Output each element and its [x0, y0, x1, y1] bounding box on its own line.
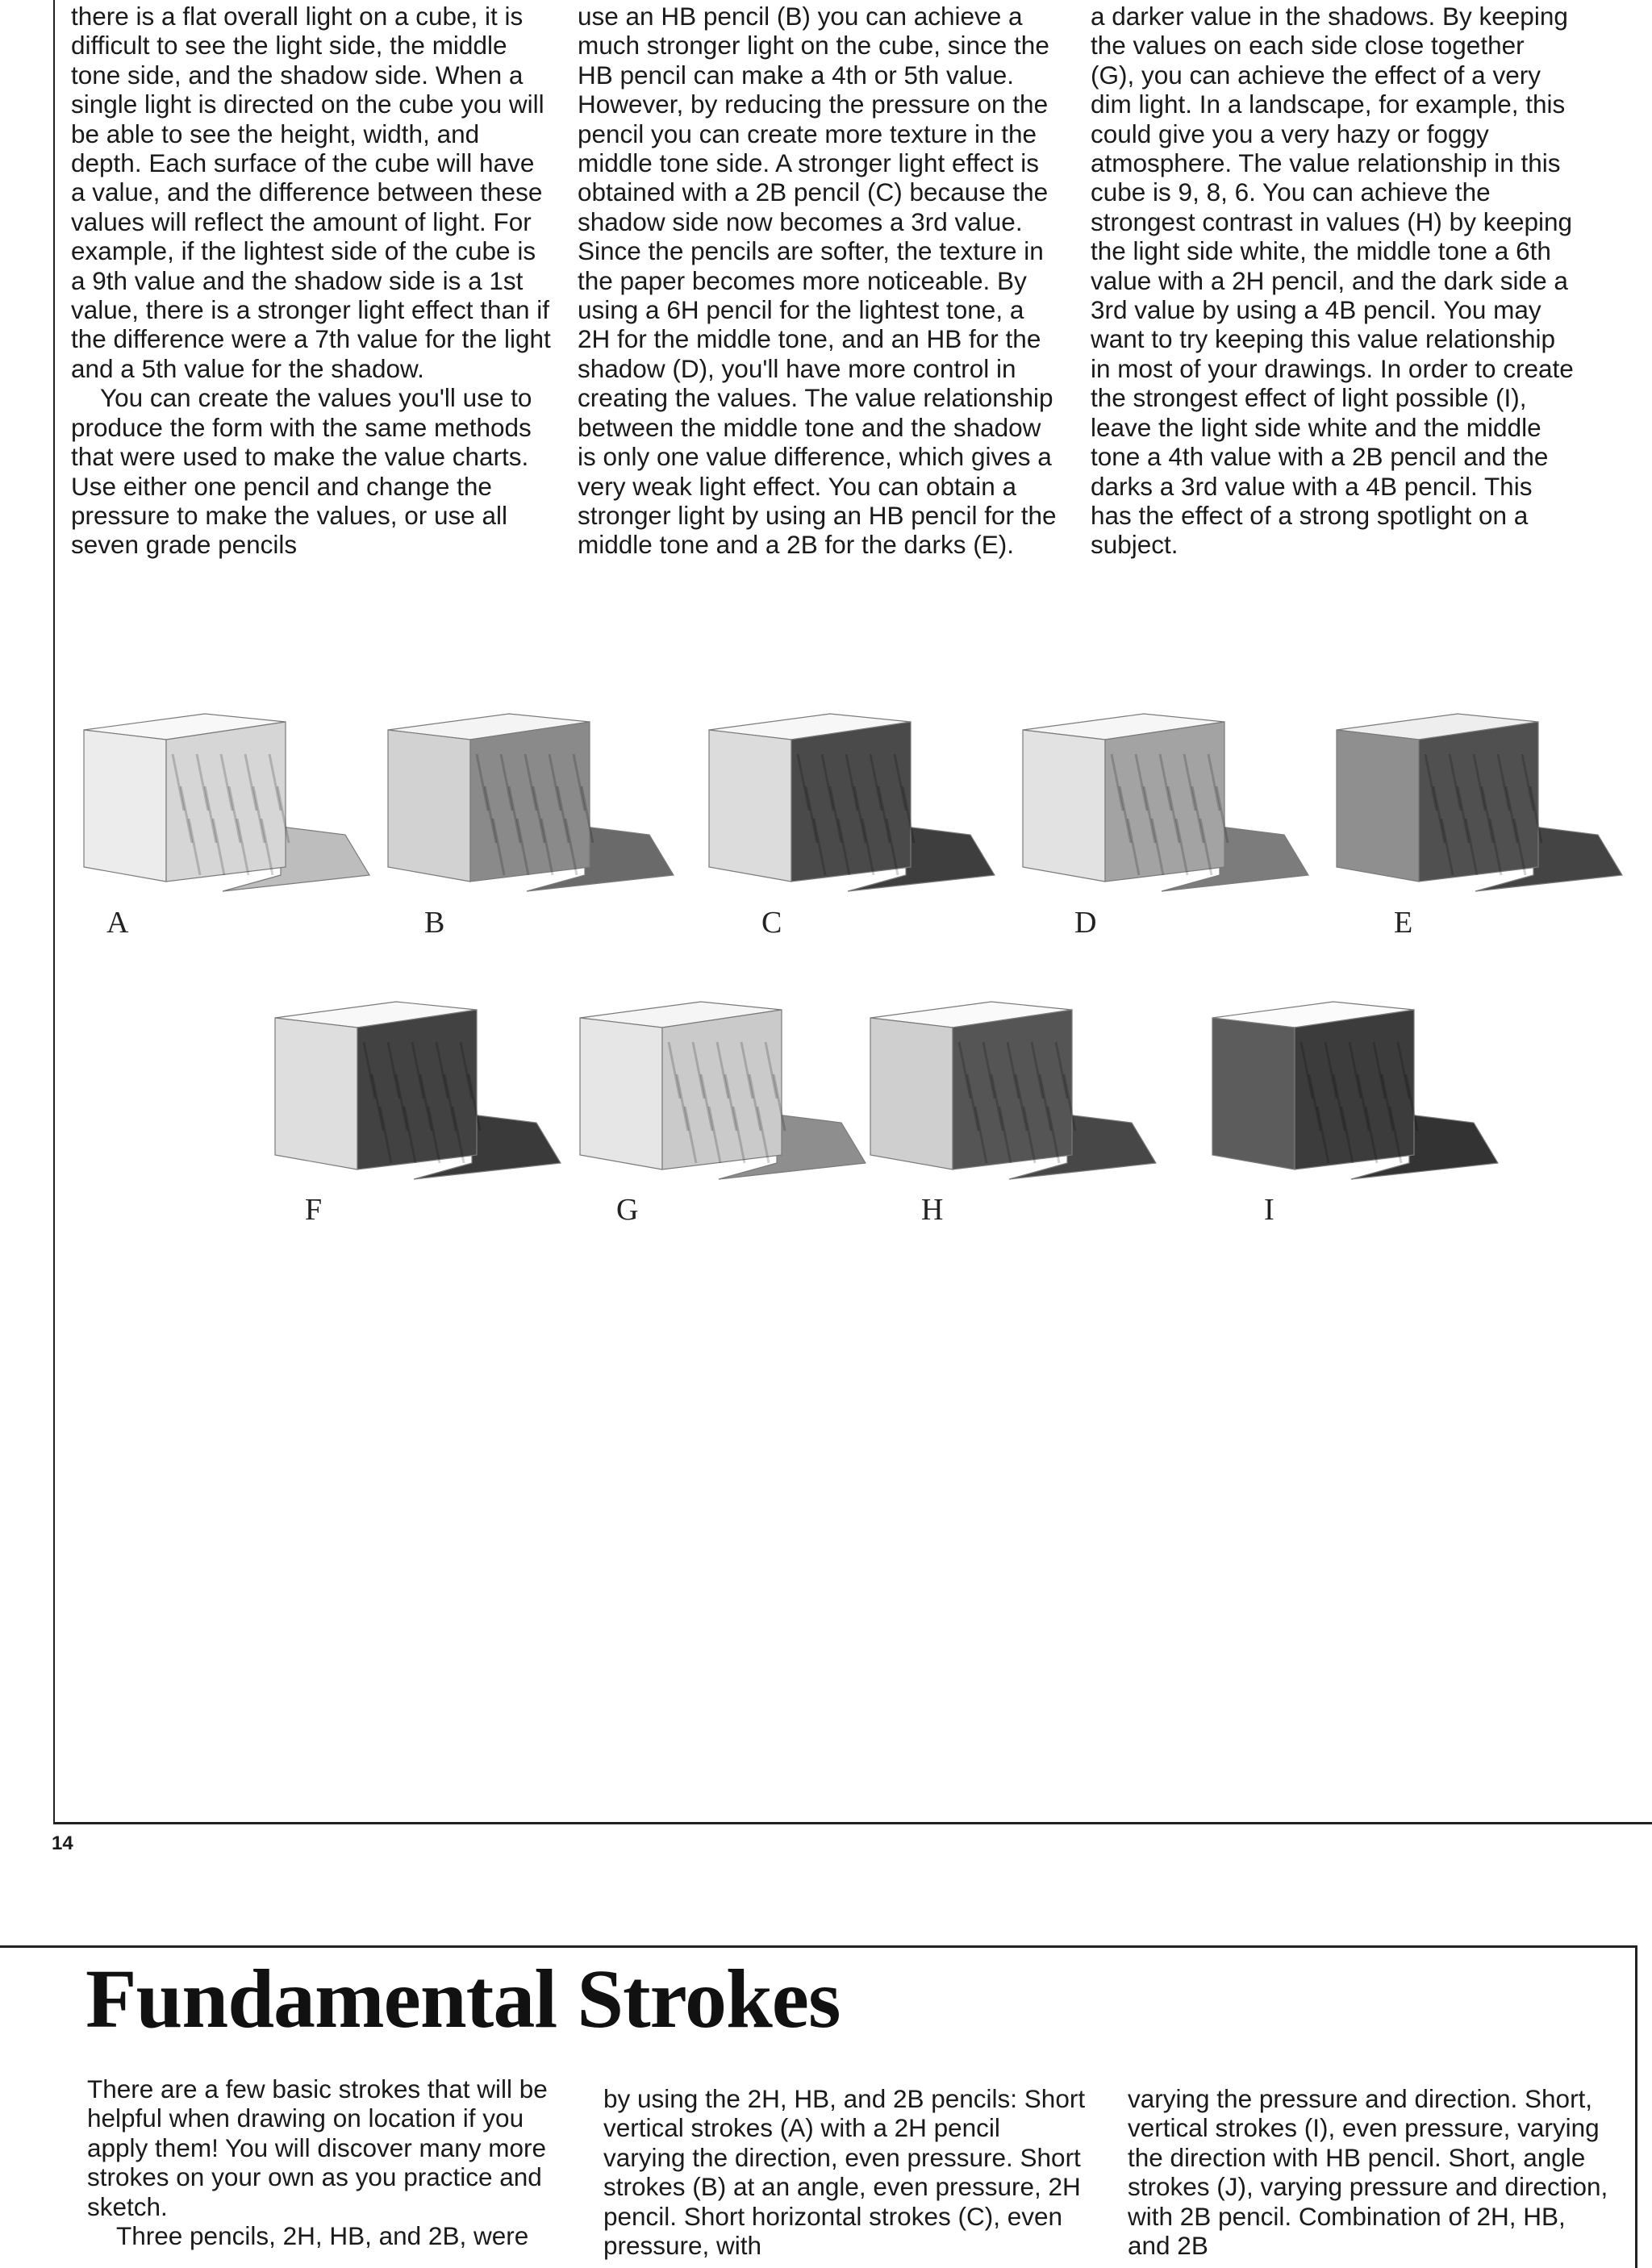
cube-illustration: [704, 706, 1003, 907]
cube-illustration: [270, 994, 569, 1195]
cube-label: F: [305, 1193, 323, 1227]
text-column-6: [1128, 2084, 1612, 2260]
cube-illustration: [1018, 706, 1316, 907]
paragraph: varying the pressure and direction. Short, vertical strokes (I), even pressure, varying the direction with HB pencil. Short, angle strokes (J), varying pressure and direction, with 2B pencil. Combination of 2H, HB, and 2B: [1128, 2084, 1608, 2261]
cube-label: A: [106, 906, 129, 940]
cube-drawing: [270, 994, 569, 1195]
cube-left-face: [275, 1018, 357, 1169]
paragraph: There are a few basic strokes that will be helpful when drawing on location if you apply them! You will discover many more strokes on your own as you practice and sketch.: [87, 2074, 548, 2221]
cube-label: B: [424, 906, 445, 940]
cube-label: G: [616, 1193, 639, 1227]
paragraph: You can create the values you'll use to produce the form with the same methods that were used to make the value charts. Use either one pencil and change the pressure to make the values, or use all seven grade pencils: [71, 383, 532, 560]
cube-illustration: [383, 706, 682, 907]
cube-drawing: [383, 706, 682, 907]
cube-left-face: [709, 730, 791, 882]
cube-drawing: [575, 994, 874, 1195]
cube-drawing: [1332, 706, 1630, 907]
text-column-2: [578, 2, 1062, 560]
section-heading: Fundamental Strokes: [86, 1953, 841, 2045]
cube-illustration: [1332, 706, 1630, 907]
cube-left-face: [1337, 730, 1419, 882]
cube-left-face: [1023, 730, 1105, 882]
cube-left-face: [84, 730, 166, 882]
cube-label: E: [1394, 906, 1413, 940]
cube-illustration: [866, 994, 1164, 1195]
cube-label: I: [1264, 1193, 1274, 1227]
cube-illustration: [1208, 994, 1506, 1195]
cube-drawing: [866, 994, 1164, 1195]
cube-illustration: [575, 994, 874, 1195]
cube-left-face: [388, 730, 470, 882]
text-column-1: [71, 2, 555, 560]
cube-left-face: [580, 1018, 662, 1169]
cube-label: C: [761, 906, 782, 940]
paragraph: use an HB pencil (B) you can achieve a much stronger light on the cube, since the HB pencil can make a 4th or 5th value. However, by reducing the pressure on the pencil you can create more texture in the middle tone side. A stronger light effect is obtained with a 2B pencil (C) because the shadow side now becomes a 3rd value. Since the pencils are softer, the texture in the paper becomes more noticeable. By using a 6H pencil for the lightest tone, a 2H for the middle tone, and an HB for the shadow (D), you'll have more control in creating the values. The value relationship between the middle tone and the shadow is only one value difference, which gives a very weak light effect. You can obtain a stronger light by using an HB pencil for the middle tone and a 2B for the darks (E).: [578, 2, 1057, 560]
paragraph: a darker value in the shadows. By keeping the values on each side close together (G), you can achieve the effect of a very dim light. In a landscape, for example, this could give you a very hazy or foggy atmosphere. The value relationship in this cube is 9, 8, 6. You can achieve the strongest contrast in values (H) by keeping the light side white, the middle tone a 6th value with a 2H pencil, and the dark side a 3rd value by using a 4B pencil. You may want to try keeping this value relationship in most of your drawings. In order to create the strongest effect of light possible (I), leave the light side white and the middle tone a 4th value with a 2B pencil and the darks a 3rd value with a 4B pencil. This has the effect of a strong spotlight on a subject.: [1091, 2, 1574, 560]
cube-illustration: [79, 706, 378, 907]
text-column-4: [87, 2074, 579, 2250]
cube-label: D: [1074, 906, 1097, 940]
paragraph: Three pencils, 2H, HB, and 2B, were: [116, 2221, 529, 2251]
text-column-5: [603, 2084, 1087, 2260]
cube-drawing: [1018, 706, 1316, 907]
cube-drawing: [704, 706, 1003, 907]
page-number: 14: [52, 1832, 73, 1854]
paragraph: by using the 2H, HB, and 2B pencils: Short vertical strokes (A) with a 2H pencil varying the direction, even pressure. Short strokes (B) at an angle, even pressure, 2H pencil. Short horizontal strokes (C), even pressure, with: [603, 2084, 1086, 2261]
cube-label: H: [921, 1193, 944, 1227]
cube-drawing: [1208, 994, 1506, 1195]
cube-drawing: [79, 706, 378, 907]
paragraph: there is a flat overall light on a cube, it is difficult to see the light side, the middle tone side, and the shadow side. When a single light is directed on the cube you will be able to see the height, width, and depth. Each surface of the cube will have a value, and the difference between these values will reflect the amount of light. For example, if the lightest side of the cube is a 9th value and the shadow side is a 1st value, there is a stronger light effect than if the difference were a 7th value for the light and a 5th value for the shadow.: [71, 2, 551, 383]
text-column-3: [1091, 2, 1575, 560]
cube-left-face: [870, 1018, 953, 1169]
cube-left-face: [1212, 1018, 1295, 1169]
